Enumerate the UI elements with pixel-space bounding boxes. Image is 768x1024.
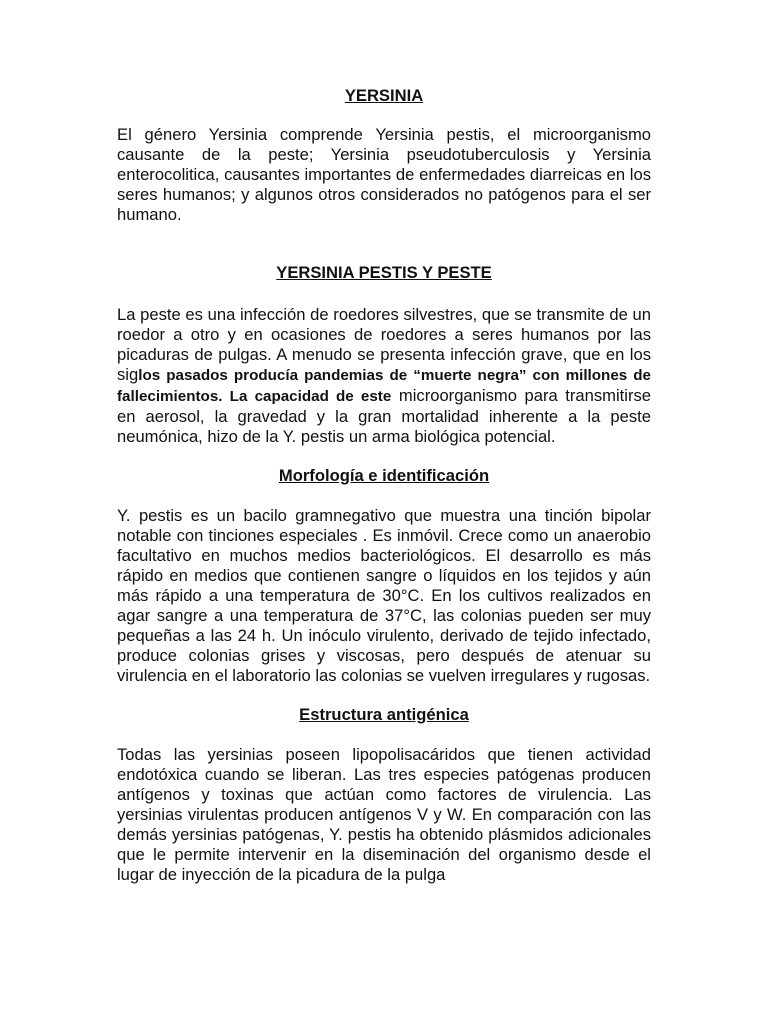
paragraph-peste-bold: los pasados producía pandemias de “muerte negra” con millones de fallecimientos. La capacidad de este: [117, 367, 651, 405]
heading-yersinia-pestis-peste: YERSINIA PESTIS Y PESTE: [276, 263, 492, 282]
heading-estructura-antigenica: Estructura antigénica: [299, 705, 469, 724]
paragraph-peste-part2: microorganismo para transmitirse en aerosol, la gravedad y la gran mortalidad inherente a la peste neumónica, hizo de la Y. pestis un arma biológica potencial.: [117, 386, 652, 446]
paragraph-peste: [117, 305, 651, 447]
heading-morfologia: Morfología e identificación: [278, 466, 490, 485]
paragraph-yersinia-intro: El género Yersinia comprende Yersinia pestis, el microorganismo causante de la peste; Yersinia pseudotuberculosis y Yersinia enterocolitica, causantes importantes de enfermedades diarreicas en los seres humanos; y algunos otros considerados no patógenos para el ser humano.: [117, 125, 651, 224]
paragraph-peste-part1: La peste es una infección de roedores silvestres, que se transmite de un roedor a otro y en ocasiones de roedores a seres humanos por las picaduras de pulgas. A menudo se presenta infección grave, que en los sig: [117, 305, 651, 384]
paragraph-morfologia: Y. pestis es un bacilo gramnegativo que muestra una tinción bipolar notable con tinciones especiales . Es inmóvil. Crece como un anaerobio facultativo en muchos medios bacteriológicos. El desarrollo es más rápido en medios que contienen sangre o líquidos en los tejidos y aún más rápido a una temperatura de 30°C. En los cultivos realizados en agar sangre a una temperatura de 37°C, las colonias pueden ser muy pequeñas a las 24 h. Un inóculo virulento, derivado de tejido infectado, produce colonias grises y viscosas, pero después de atenuar su virulencia en el laboratorio las colonias se vuelven irregulares y rugosas.: [117, 506, 651, 685]
heading-yersinia: YERSINIA: [344, 86, 424, 105]
paragraph-estructura-antigenica: Todas las yersinias poseen lipopolisacáridos que tienen actividad endotóxica cuando se liberan. Las tres especies patógenas producen antígenos y toxinas que actúan como factores de virulencia. Las yersinias virulentas producen antígenos V y W. En comparación con las demás yersinias patógenas, Y. pestis ha obtenido plásmidos adicionales que le permite intervenir en la diseminación del organismo desde el lugar de inyección de la picadura de la pulga: [117, 745, 651, 884]
